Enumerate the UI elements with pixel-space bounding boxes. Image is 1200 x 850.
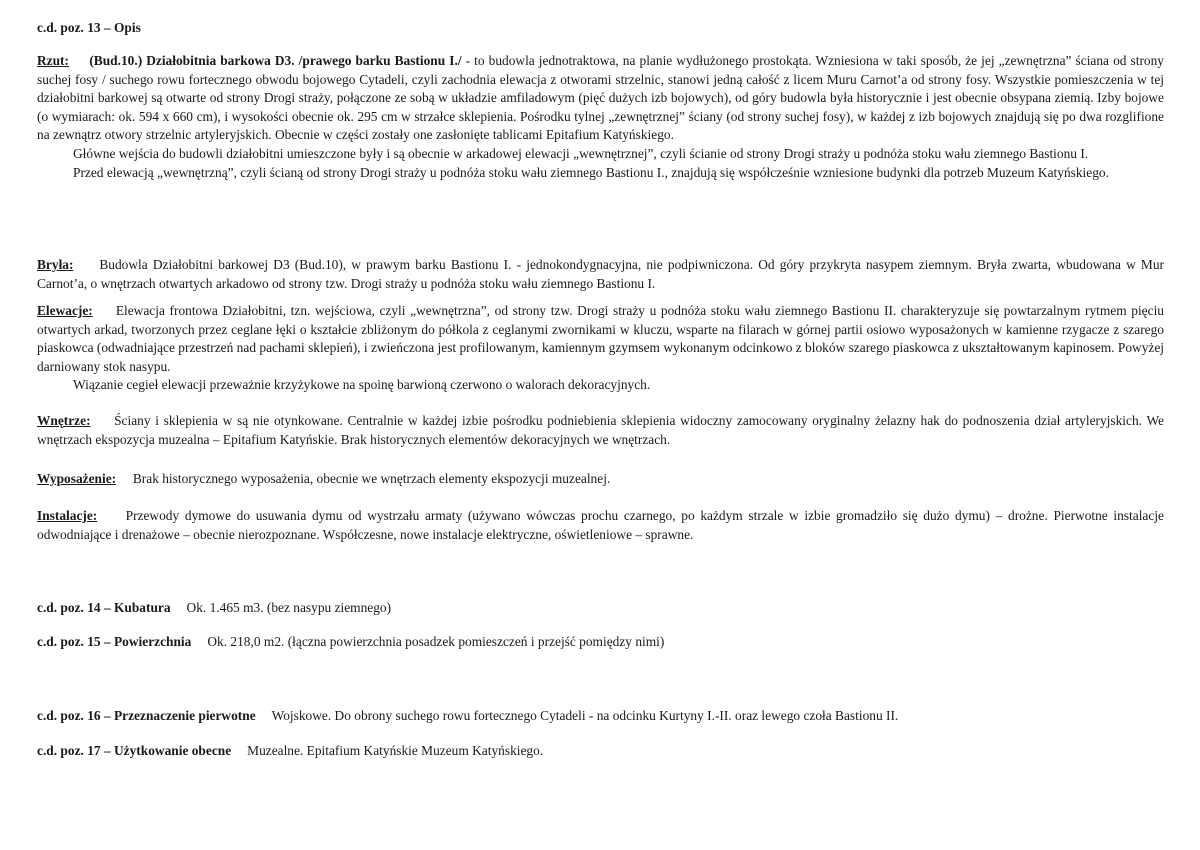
- section-elewacje: [37, 302, 1164, 395]
- wyposazenie-text: Brak historycznego wyposażenia, obecnie we wnętrzach elementy ekspozycji muzealnej.: [132, 471, 611, 486]
- section-kubatura: [37, 599, 391, 617]
- elewacje-paragraph-2: Wiązanie cegieł elewacji przeważnie krzyżykowe na spoinę barwioną czerwono o walorach dekoracyjnych.: [73, 377, 651, 393]
- instalacje-paragraph: [37, 507, 1164, 544]
- section-rzut: [37, 52, 1164, 182]
- rzut-paragraph: [37, 52, 1164, 145]
- powierzchnia-value: Ok. 218,0 m2. (łączna powierzchnia posadzek pomieszczeń i przejść pomiędzy nimi): [207, 634, 665, 649]
- kubatura-title: c.d. poz. 14 – Kubatura: [37, 600, 171, 615]
- section-wyposazenie: [37, 470, 1164, 489]
- bryla-text: Budowla Działobitni barkowej D3 (Bud.10), w prawym barku Bastionu I. - jednokondygnacyjna, nie podpiwniczona. Od góry przykryta nasypem ziemnym. Bryła zwarta, wbudowana w Mur Carnot’a, o wnętrzach otwartych arkadowo od strony tzw. Drogi straży u podnóża stoku wału ziemnego Bastionu I.: [37, 257, 1164, 291]
- rzut-text: - to budowla jednotraktowa, na planie wydłużonego prostokąta. Wzniesiona w taki sposób, że jej „zewnętrzna” ściana od strony suchej fosy / suchego rowu fortecznego obwodu bojowego Cytadeli, czyli zachodnia elewacja z otworami strzelnic, stanowi jedną całość z licem Muru Carnot’a od strony fosy. Wszystkie pomieszczenia w tej działobitni barkowej są otwarte od strony Drogi straży, połączone ze sobą w układzie amfiladowym (pięć dużych izb bojowych), od góry budowla była historycznie i jest obecnie obsypana ziemią. Izby bojowe (o wymiarach: ok. 594 x 660 cm), i wysokości obecnie ok. 295 cm w strzałce sklepienia. Pośrodku tylnej „zewnętrznej” ściany (od strony suchej fosy), w każdej z izb bojowych znajdują się po dwa rozglifione na zewnątrz otwory strzelnic artyleryjskich. Obecnie w części zostały one zasłonięte tablicami Epitafium Katyńskiego.: [37, 53, 1165, 143]
- wnetrze-label: Wnętrze:: [37, 413, 91, 428]
- rzut-paragraph-3: Przed elewacją „wewnętrzną”, czyli ścianą od strony Drogi straży u podnóża stoku wału ziemnego Bastionu I., znajdują się współcześnie wzniesione budynki dla potrzeb Muzeum Katyńskiego.: [73, 164, 1109, 180]
- instalacje-text: Przewody dymowe do usuwania dymu od wystrzału armaty (używano wówczas prochu czarnego, po każdym strzale w izbie gromadziło się dużo dymu) – drożne. Pierwotne instalacje odwodniające i drenażowe – obecnie nierozpoznane. Współczesne, nowe instalacje elektryczne, oświetleniowe – sprawne.: [37, 508, 1164, 542]
- wyposazenie-label: Wyposażenie:: [37, 471, 117, 486]
- bryla-label: Bryła:: [37, 257, 74, 272]
- section-instalacje: [37, 507, 1164, 544]
- rzut-title: (Bud.10.) Działobitnia barkowa D3. /prawego barku Bastionu I./: [89, 53, 462, 68]
- elewacje-paragraph: [37, 302, 1164, 376]
- wnetrze-text: Ściany i sklepienia w są nie otynkowane. Centralnie w każdej izbie pośrodku podniebienia sklepienia widoczny zamocowany oryginalny żelazny hak do podnoszenia dział artyleryjskich. We wnętrzach ekspozycja muzealna – Epitafium Katyńskie. Brak historycznych elementów dekoracyjnych we wnętrzach.: [37, 413, 1164, 447]
- wyposazenie-paragraph: [37, 470, 1164, 489]
- rzut-paragraph-2: Główne wejścia do budowli działobitni umieszczone były i są obecnie w arkadowej elewacji „wewnętrznej”, czyli ścianie od strony Drogi straży u podnóża stoku wału ziemnego Bastionu I.: [73, 145, 1089, 161]
- bryla-paragraph: [37, 256, 1164, 293]
- section-powierzchnia: [37, 633, 664, 651]
- elewacje-text: Elewacja frontowa Działobitni, tzn. wejściowa, czyli „wewnętrzna”, od strony tzw. Drogi straży u podnóża stoku wału ziemnego Bastionu II. charakteryzuje się powtarzalnym rytmem pięciu otwartych arkad, tworzonych przez ceglane łęki o kształcie zbliżonym do półkola z ceglanymi zwornikami w kluczu, wsparte na filarach w górnej partii osiowo wyposażonych w kamienne rzygacze z szarego piaskowca (odwadniające przestrzeń nad pachami sklepień), i zwieńczona jest profilowanym, kamiennym gzymsem wykonanym odcinkowo z bloków szarego piaskowca z ukształtowanym kapinosem. Powyżej darniowany stok nasypu.: [37, 303, 1164, 374]
- wnetrze-paragraph: [37, 412, 1164, 449]
- instalacje-label: Instalacje:: [37, 508, 98, 523]
- section-przeznaczenie: [37, 707, 898, 725]
- elewacje-label: Elewacje:: [37, 303, 93, 318]
- uzytkowanie-title: c.d. poz. 17 – Użytkowanie obecne: [37, 743, 232, 758]
- section-uzytkowanie: [37, 742, 543, 760]
- przeznaczenie-title: c.d. poz. 16 – Przeznaczenie pierwotne: [37, 708, 256, 723]
- section-bryla: [37, 256, 1164, 293]
- przeznaczenie-value: Wojskowe. Do obrony suchego rowu fortecznego Cytadeli - na odcinku Kurtyny I.-II. oraz lewego czoła Bastionu II.: [271, 708, 899, 723]
- kubatura-value: Ok. 1.465 m3. (bez nasypu ziemnego): [186, 600, 392, 615]
- rzut-label: Rzut:: [37, 53, 69, 68]
- powierzchnia-title: c.d. poz. 15 – Powierzchnia: [37, 634, 192, 649]
- section-wnetrze: [37, 412, 1164, 449]
- uzytkowanie-value: Muzealne. Epitafium Katyńskie Muzeum Katyńskiego.: [247, 743, 544, 758]
- page-title: c.d. poz. 13 – Opis: [37, 20, 141, 35]
